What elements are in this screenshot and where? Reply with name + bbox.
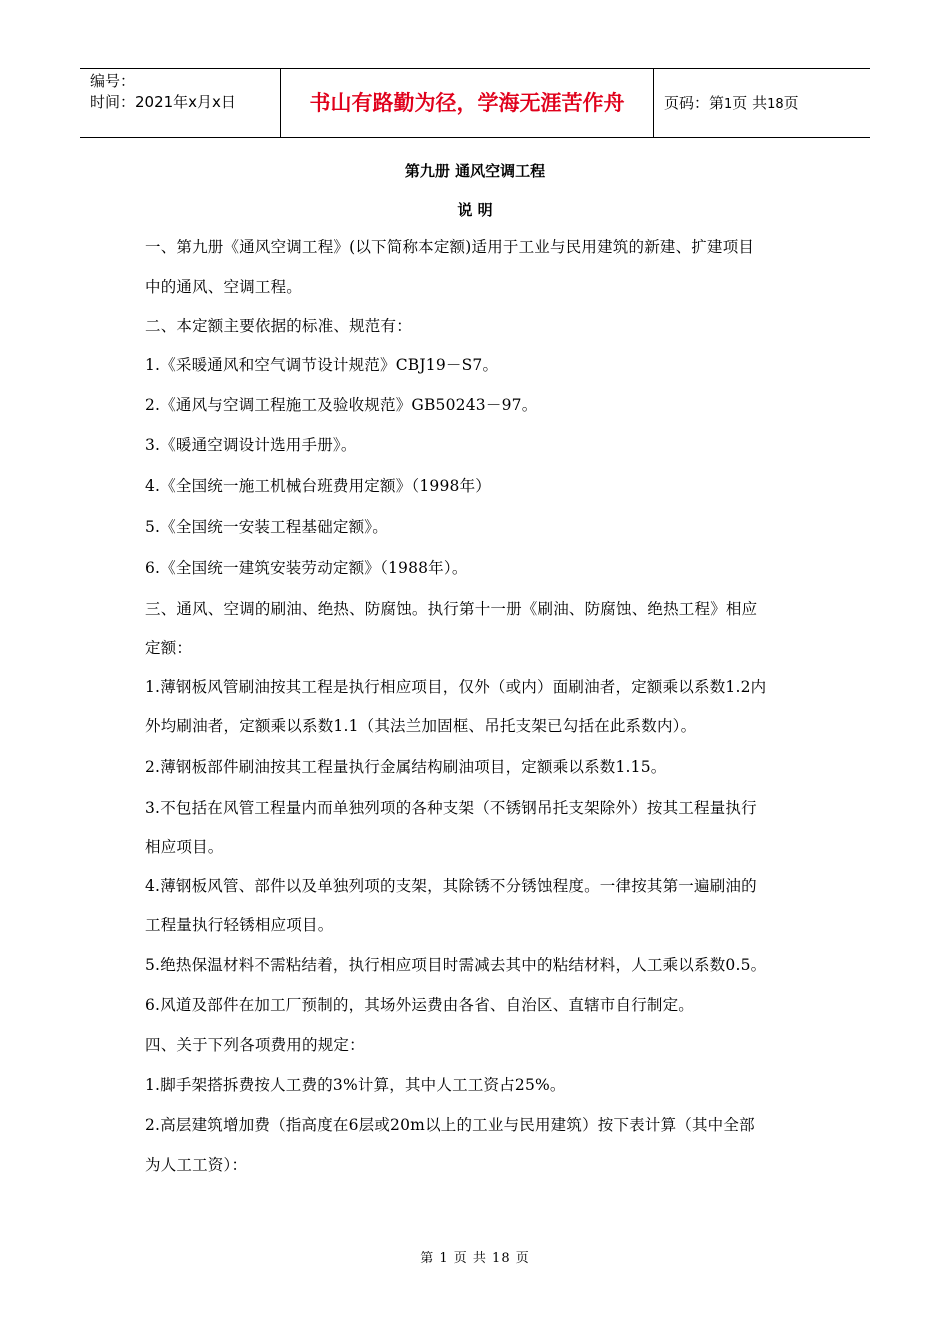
body-line: 2.薄钢板部件刷油按其工程量执行金属结构刷油项目，定额乘以系数1.15。: [145, 758, 667, 776]
body-line: 三、通风、空调的刷油、绝热、防腐蚀。执行第十一册《刷油、防腐蚀、绝热工程》相应: [145, 600, 758, 618]
body-line: 5.《全国统一安装工程基础定额》。: [145, 518, 388, 536]
body-line: 工程量执行轻锈相应项目。: [145, 916, 334, 934]
header-meta: [80, 69, 281, 137]
body-line: 5.绝热保温材料不需粘结着，执行相应项目时需减去其中的粘结材料，人工乘以系数0.5。: [145, 956, 767, 974]
body-line: 一、第九册《通风空调工程》(以下简称本定额)适用于工业与民用建筑的新建、扩建项目: [145, 238, 755, 256]
number-label: 编号：: [90, 72, 136, 90]
document-subtitle: 说 明: [457, 201, 493, 219]
page-prefix: 页码：第: [664, 94, 725, 112]
body-line: 2.高层建筑增加费（指高度在6层或20m以上的工业与民用建筑）按下表计算（其中全部: [145, 1116, 755, 1134]
body-line: 二、本定额主要依据的标准、规范有：: [145, 317, 412, 335]
date-line: 时间：2021年x月x日: [90, 93, 236, 111]
body-line: 1.薄钢板风管刷油按其工程是执行相应项目，仅外（或内）面刷油者，定额乘以系数1.2内: [145, 678, 767, 696]
body-line: 中的通风、空调工程。: [145, 278, 303, 296]
header-page-info: [654, 69, 870, 137]
body-line: 6.《全国统一建筑安装劳动定额》（1988年）。: [145, 559, 468, 577]
document-title: 第九册 通风空调工程: [404, 162, 546, 180]
body-line: 3.不包括在风管工程量内而单独列项的各种支架（不锈钢吊托支架除外）按其工程量执行: [145, 799, 757, 817]
body-line: 四、关于下列各项费用的规定：: [145, 1036, 365, 1054]
page-footer: 第 1 页 共 18 页: [420, 1251, 530, 1266]
page-mid: 页 共: [732, 94, 768, 112]
body-line: 为人工工资）：: [145, 1156, 248, 1174]
page-header: [80, 68, 870, 138]
body-line: 4.薄钢板风管、部件以及单独列项的支架，其除锈不分锈蚀程度。一律按其第一遍刷油的: [145, 877, 757, 895]
body-line: 定额：: [145, 639, 193, 657]
body-line: 1.脚手架搭拆费按人工费的3%计算，其中人工工资占25%。: [145, 1076, 566, 1094]
body-line: 1.《采暖通风和空气调节设计规范》CBJ19－S7。: [145, 356, 499, 374]
body-line: 相应项目。: [145, 838, 224, 856]
page-number: 1: [724, 97, 733, 112]
body-line: 6.风道及部件在加工厂预制的，其场外运费由各省、自治区、直辖市自行制定。: [145, 996, 694, 1014]
body-line: 4.《全国统一施工机械台班费用定额》（1998年）: [145, 477, 491, 495]
body-line: 2.《通风与空调工程施工及验收规范》GB50243－97。: [145, 396, 538, 414]
page-total: 18: [767, 97, 784, 112]
header-motto: 书山有路勤为径，学海无涯苦作舟: [281, 69, 654, 137]
page-suffix: 页: [783, 94, 799, 112]
body-line: 3.《暖通空调设计选用手册》。: [145, 436, 357, 454]
body-line: 外均刷油者，定额乘以系数1.1（其法兰加固框、吊托支架已勾括在此系数内）。: [145, 717, 697, 735]
